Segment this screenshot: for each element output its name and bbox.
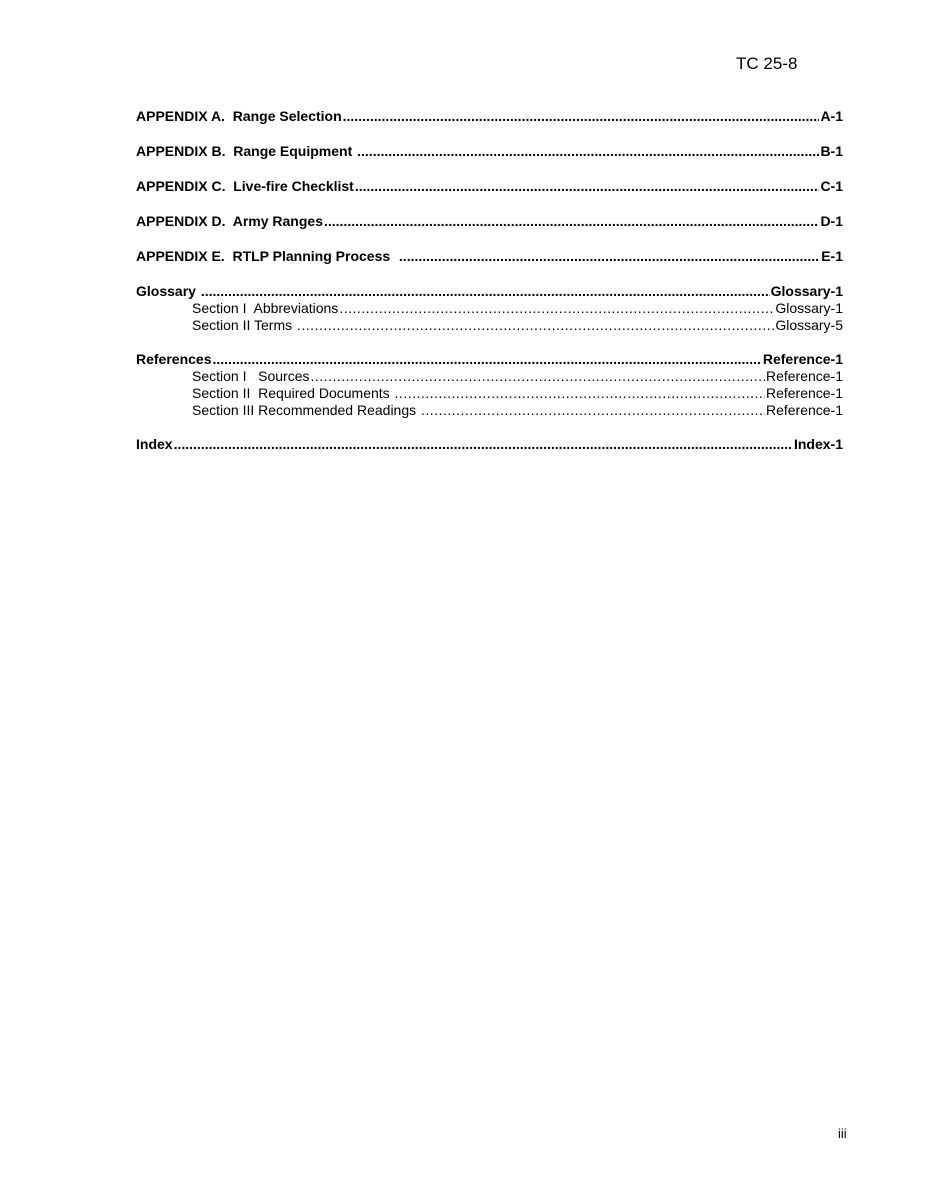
toc-subentry-glossary-terms[interactable]: [136, 317, 843, 334]
leader-dots: [343, 108, 820, 125]
toc-entry-label: APPENDIX E. RTLP Planning Process: [136, 248, 398, 264]
toc-entry-label: APPENDIX D. Army Ranges: [136, 213, 323, 229]
leader-dots: [421, 402, 765, 419]
leader-dots: [174, 436, 793, 453]
toc-subentry-references-recommended[interactable]: [136, 402, 843, 419]
toc-entry-label: References: [136, 351, 212, 367]
toc-entry-page: B-1: [820, 143, 843, 159]
toc-subentry-glossary-abbreviations[interactable]: [136, 300, 843, 317]
leader-dots: [311, 368, 765, 385]
leader-dots: [339, 300, 774, 317]
toc-entry-appendix-e[interactable]: [136, 248, 843, 265]
leader-dots: [357, 143, 819, 160]
toc-entry-page: Reference-1: [762, 351, 843, 367]
toc-entry-appendix-b[interactable]: [136, 143, 843, 160]
toc-entry-label: APPENDIX C. Live-fire Checklist: [136, 178, 354, 194]
toc-entry-page: E-1: [821, 248, 843, 264]
leader-dots: [355, 178, 820, 195]
leader-dots: [201, 283, 770, 300]
toc-entry-label: Section III Recommended Readings: [192, 402, 421, 418]
toc-entry-appendix-a[interactable]: [136, 108, 843, 125]
toc-entry-glossary[interactable]: [136, 283, 843, 300]
toc-entry-page: Reference-1: [765, 402, 843, 418]
leader-dots: [395, 385, 765, 402]
toc-entry-page: Reference-1: [765, 368, 843, 384]
toc-entry-appendix-d[interactable]: [136, 213, 843, 230]
toc-entry-page: Reference-1: [765, 385, 843, 401]
leader-dots: [399, 248, 820, 265]
toc-subentry-references-sources[interactable]: [136, 368, 843, 385]
toc-entry-page: Glossary-1: [775, 300, 843, 316]
leader-dots: [324, 213, 819, 230]
toc-subentry-references-required[interactable]: [136, 385, 843, 402]
toc-entry-label: Section II Required Documents: [192, 385, 394, 401]
toc-entry-label: Section II Terms: [192, 317, 297, 333]
toc-entry-page: D-1: [820, 213, 843, 229]
page-number: iii: [838, 1126, 847, 1141]
table-of-contents: [136, 108, 843, 453]
toc-entry-label: APPENDIX A. Range Selection: [136, 108, 342, 124]
toc-entry-references[interactable]: [136, 351, 843, 368]
leader-dots: [213, 351, 762, 368]
toc-entry-appendix-c[interactable]: [136, 178, 843, 195]
leader-dots: [297, 317, 774, 334]
toc-entry-index[interactable]: [136, 436, 843, 453]
document-id: TC 25-8: [736, 54, 798, 73]
toc-entry-label: Glossary: [136, 283, 200, 299]
toc-entry-page: Index-1: [793, 436, 843, 452]
toc-entry-page: Glossary-1: [770, 283, 843, 299]
toc-entry-label: Section I Abbreviations: [192, 300, 339, 316]
toc-entry-page: C-1: [820, 178, 843, 194]
toc-entry-label: APPENDIX B. Range Equipment: [136, 143, 357, 159]
toc-entry-label: Index: [136, 436, 173, 452]
toc-entry-page: Glossary-5: [775, 317, 843, 333]
toc-entry-label: Section I Sources: [192, 368, 310, 384]
toc-entry-page: A-1: [820, 108, 843, 124]
